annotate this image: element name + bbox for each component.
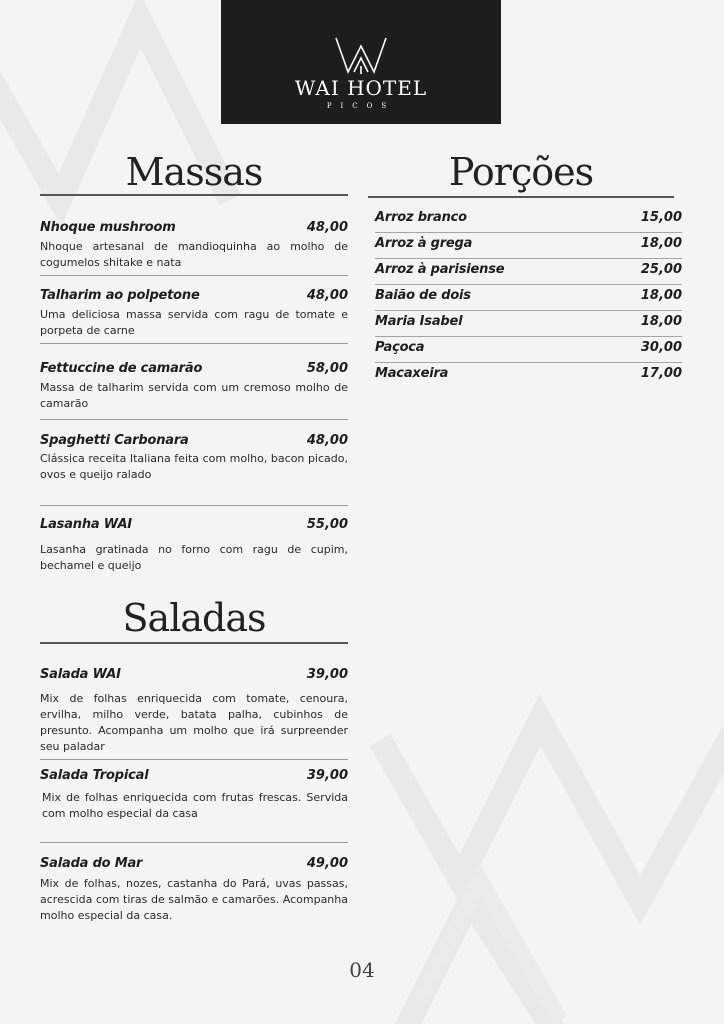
wai-hotel-logo-icon	[334, 36, 388, 78]
item-price: 48,00	[306, 220, 348, 235]
saladas-item	[40, 856, 348, 931]
item-name: Salada do Mar	[40, 856, 143, 871]
saladas-item	[40, 768, 348, 846]
page-number: 04	[349, 958, 375, 982]
item-description: Lasanha gratinada no forno com ragu de cupim, bechamel e queijo	[40, 543, 348, 572]
item-price: 18,00	[640, 288, 682, 303]
porcoes-row	[375, 232, 682, 259]
item-description: Nhoque artesanal de mandioquinha ao molho de cogumelos shitake e nata	[40, 240, 348, 269]
item-description: Massa de talharim servida com um cremoso molho de camarão	[40, 381, 348, 410]
item-name: Nhoque mushroom	[40, 220, 176, 235]
item-name: Salada Tropical	[40, 768, 149, 783]
item-name: Maria Isabel	[375, 314, 463, 329]
item-description: Uma deliciosa massa servida com ragu de tomate e porpeta de carne	[40, 308, 348, 337]
porcoes-title-rule	[368, 196, 674, 198]
item-price: 18,00	[640, 314, 682, 329]
porcoes-row	[375, 206, 682, 233]
item-price: 39,00	[306, 667, 348, 682]
massas-item	[40, 288, 348, 348]
item-price: 58,00	[306, 361, 348, 376]
item-divider	[40, 842, 348, 843]
item-description: Mix de folhas enriquecida com tomate, cenoura, ervilha, milho verde, batata palha, cubinhos de presunto. Acompanha um molho que irá surpreender seu paladar	[40, 692, 348, 753]
saladas-title-rule	[40, 642, 348, 644]
logo-header	[221, 0, 501, 124]
saladas-title: Saladas	[122, 596, 266, 640]
item-price: 15,00	[640, 210, 682, 225]
item-price: 48,00	[306, 288, 348, 303]
item-name: Baião de dois	[375, 288, 471, 303]
massas-item	[40, 517, 348, 577]
item-price: 17,00	[640, 366, 682, 381]
brand-name: WAI HOTEL	[294, 76, 428, 100]
item-divider	[40, 759, 348, 760]
saladas-item	[40, 667, 348, 762]
porcoes-title: Porções	[448, 150, 594, 194]
item-price: 39,00	[306, 768, 348, 783]
item-divider	[40, 419, 348, 420]
porcoes-row	[375, 336, 682, 363]
massas-title: Massas	[125, 150, 263, 194]
massas-item	[40, 361, 348, 421]
item-price: 55,00	[306, 517, 348, 532]
item-name: Arroz à grega	[375, 236, 473, 251]
porcoes-row	[375, 362, 682, 388]
item-divider	[40, 505, 348, 506]
item-description: Mix de folhas, nozes, castanha do Pará, uvas passas, acrescida com tiras de salmão e camarões. Acompanha molho especial da casa.	[40, 877, 348, 922]
item-name: Arroz branco	[375, 210, 467, 225]
item-description: Mix de folhas enriquecida com frutas frescas. Servida com molho especial da casa	[42, 791, 348, 820]
item-name: Talharim ao polpetone	[40, 288, 200, 303]
item-name: Salada WAI	[40, 667, 121, 682]
massas-title-rule	[40, 194, 348, 196]
item-name: Macaxeira	[375, 366, 449, 381]
item-price: 18,00	[640, 236, 682, 251]
massas-item	[40, 433, 348, 508]
item-name: Spaghetti Carbonara	[40, 433, 189, 448]
item-price: 30,00	[640, 340, 682, 355]
brand-subtitle: PICOS	[326, 102, 396, 110]
item-price: 25,00	[640, 262, 682, 277]
massas-item	[40, 220, 348, 280]
item-name: Lasanha WAI	[40, 517, 132, 532]
item-divider	[40, 275, 348, 276]
porcoes-row	[375, 284, 682, 311]
item-divider	[40, 343, 348, 344]
item-name: Arroz à parisiense	[375, 262, 505, 277]
porcoes-row	[375, 258, 682, 285]
item-price: 49,00	[306, 856, 348, 871]
item-description: Clássica receita Italiana feita com molho, bacon picado, ovos e queijo ralado	[40, 452, 348, 481]
item-name: Paçoca	[375, 340, 425, 355]
item-price: 48,00	[306, 433, 348, 448]
item-name: Fettuccine de camarão	[40, 361, 203, 376]
porcoes-row	[375, 310, 682, 337]
